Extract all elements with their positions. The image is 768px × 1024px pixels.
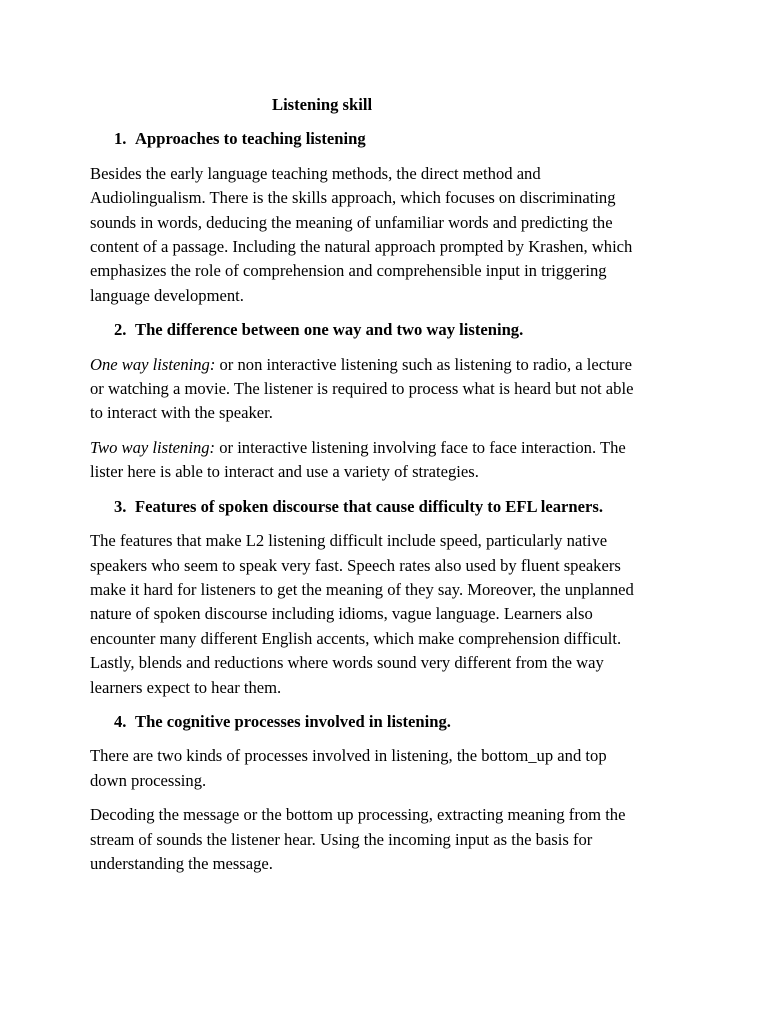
text-line: nature of spoken discourse including idioms, vague language. Learners also <box>90 604 593 624</box>
text-line: learners expect to hear them. <box>90 677 282 697</box>
section-title: Features of spoken discourse that cause difficulty to EFL learners. <box>135 496 603 516</box>
paragraph-one-way <box>90 353 680 426</box>
text-line <box>90 353 680 377</box>
paragraph <box>90 744 680 793</box>
text-line: Audiolingualism. There is the skills approach, which focuses on discriminating <box>90 188 616 208</box>
paragraph <box>90 162 680 308</box>
text-line: language development. <box>90 285 244 305</box>
text-line: make it hard for listeners to get the meaning of they say. Moreover, the unplanned <box>90 579 634 599</box>
section-title: The difference between one way and two way listening. <box>135 320 524 340</box>
section-heading-approaches <box>114 127 680 151</box>
document-title: Listening skill <box>272 95 373 114</box>
text-line: The features that make L2 listening difficult include speed, particularly native <box>90 531 608 551</box>
text-line: Lastly, blends and reductions where words sound very different from the way <box>90 653 604 673</box>
paragraph <box>90 803 680 876</box>
section-number: 1. <box>114 129 127 149</box>
text-line: to interact with the speaker. <box>90 403 273 423</box>
text-line-rest: or non interactive listening such as listening to radio, a lecture <box>215 354 632 374</box>
text-line: There are two kinds of processes involved in listening, the bottom_up and top <box>90 746 607 766</box>
text-line: encounter many different English accents, which make comprehension difficult. <box>90 628 622 648</box>
text-line: stream of sounds the listener hear. Using the incoming input as the basis for <box>90 829 593 849</box>
text-line <box>90 436 680 460</box>
text-line: understanding the message. <box>90 853 273 873</box>
document-page <box>90 93 680 886</box>
section-heading-features <box>114 495 680 519</box>
text-line: down processing. <box>90 770 207 790</box>
text-line: content of a passage. Including the natural approach prompted by Krashen, which <box>90 237 633 257</box>
text-line: sounds in words, deducing the meaning of unfamiliar words and predicting the <box>90 212 613 232</box>
term-one-way-listening: One way listening: <box>90 354 216 374</box>
paragraph <box>90 529 680 700</box>
text-line: or watching a movie. The listener is required to process what is heard but not able <box>90 379 634 399</box>
section-title: Approaches to teaching listening <box>135 129 366 149</box>
text-line: Decoding the message or the bottom up processing, extracting meaning from the <box>90 805 626 825</box>
section-number: 4. <box>114 711 127 731</box>
text-line: speakers who seem to speak very fast. Speech rates also used by fluent speakers <box>90 555 621 575</box>
paragraph-two-way <box>90 436 680 485</box>
text-line: lister here is able to interact and use a variety of strategies. <box>90 462 479 482</box>
text-line-rest: or interactive listening involving face to face interaction. The <box>215 437 626 457</box>
section-title: The cognitive processes involved in listening. <box>135 711 451 731</box>
section-heading-one-two-way <box>114 318 680 342</box>
section-heading-cognitive <box>114 710 680 734</box>
text-line: emphasizes the role of comprehension and comprehensible input in triggering <box>90 261 607 281</box>
text-line: Besides the early language teaching methods, the direct method and <box>90 163 541 183</box>
term-two-way-listening: Two way listening: <box>90 437 216 457</box>
section-number: 3. <box>114 496 127 516</box>
section-number: 2. <box>114 320 127 340</box>
